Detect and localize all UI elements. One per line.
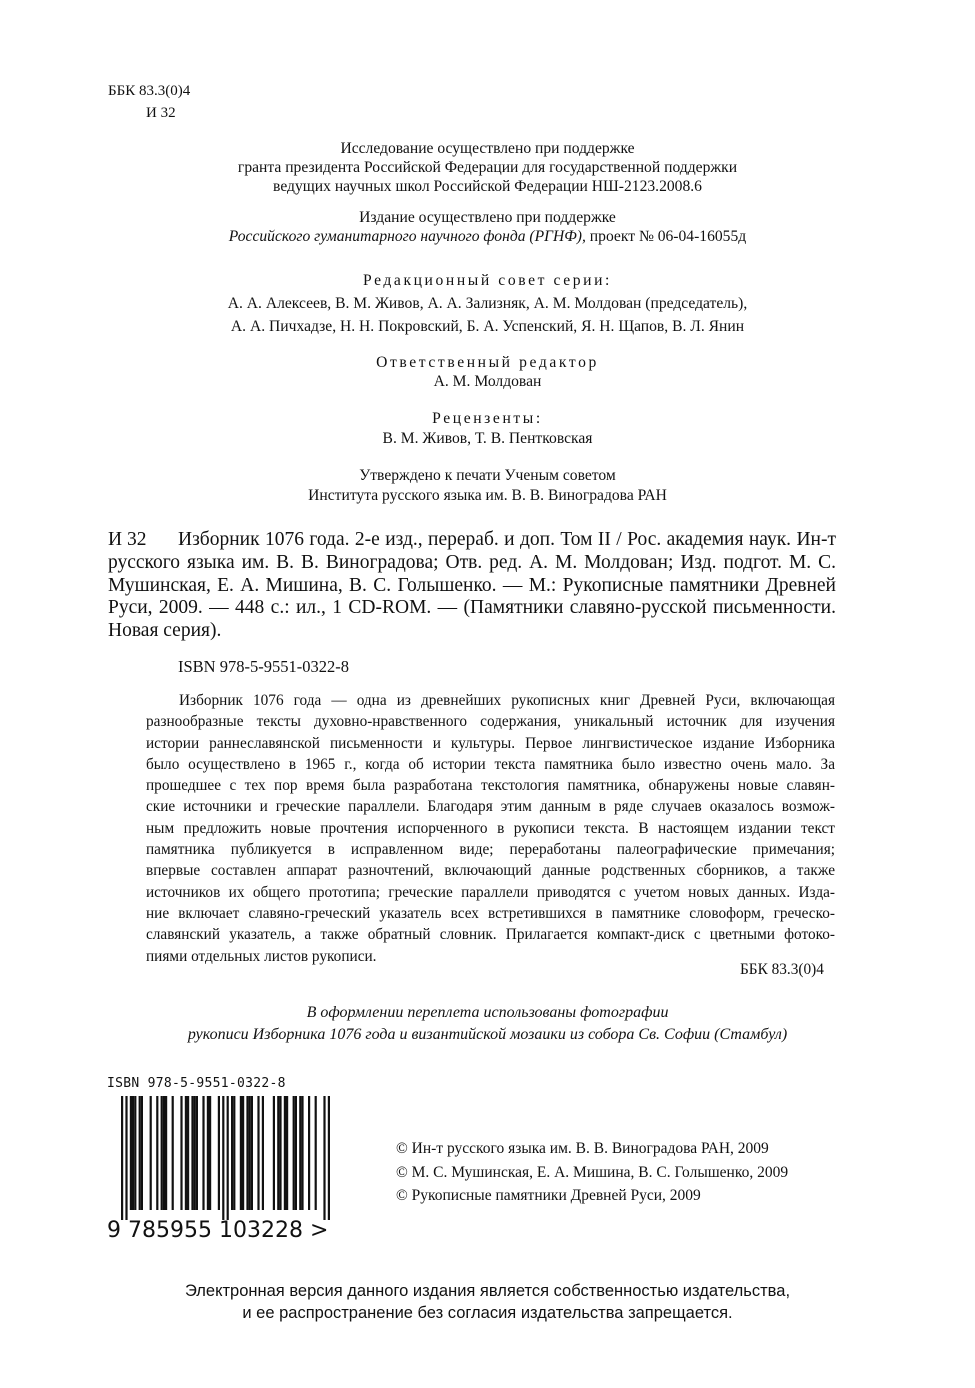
barcode-bar <box>194 1096 196 1210</box>
footer-line-2: и ее распространение без согласия издательства запрещается. <box>242 1304 733 1322</box>
barcode-bar <box>222 1096 224 1220</box>
barcode-bar <box>132 1096 134 1210</box>
binding-note-line-2: рукописи Изборника 1076 года и византийской мозаики из собора Св. Софии (Стамбул) <box>187 1026 788 1043</box>
barcode-bar <box>284 1096 286 1210</box>
board-heading: Редакционный совет серии: <box>363 272 612 289</box>
reviewers-heading: Рецензенты: <box>432 410 543 427</box>
barcode-bar <box>246 1096 248 1210</box>
reviewers-names: В. М. Живов, Т. В. Пентковская <box>382 430 593 447</box>
barcode-bar <box>242 1096 244 1210</box>
barcode-bar <box>227 1096 229 1220</box>
project-number: проект № 06-04-16055д <box>585 228 747 245</box>
barcode-bar <box>156 1096 158 1210</box>
abstract-line: ным предложить новые прочтения испорченного в рукописи текста. В настоящем издании текст <box>146 819 835 837</box>
support-line-3: ведущих научных школ Российской Федерации НШ-2123.2008.6 <box>273 178 702 195</box>
barcode-bar <box>295 1096 297 1210</box>
barcode-bar <box>207 1096 209 1210</box>
abstract-line: пиями отдельных листов рукописи. <box>146 947 377 965</box>
editor-name: А. М. Молдован <box>433 373 542 390</box>
abstract-line: впервые составлен аппарат разночтений, включающий данные родственных сборников, а также <box>146 862 835 880</box>
barcode-bar <box>233 1096 235 1210</box>
barcode-bar <box>273 1096 275 1210</box>
bibliographic-description: Изборник 1076 года. 2-е изд., перераб. и доп. Том II / Рос. академия наук. Ин-т русского языка им. В. В. Виноградова; Отв. ред. А. М. Молдован; Изд. подгот. М. С. Мушинская, Е. А. Мишина, В. С. Голышенко. — М.: Рукописные памятники Древней Руси, 2009. — 448 с.: ил., 1 CD-ROM. — (Памятники славяно-русской письменности. Новая серия). <box>108 529 836 642</box>
approved-line-1: Утверждено к печати Ученым советом <box>359 467 616 484</box>
barcode-bar <box>251 1096 253 1210</box>
barcode-bar <box>180 1096 182 1210</box>
bibliographic-code: И 32 <box>108 529 147 550</box>
barcode-bar <box>150 1096 152 1210</box>
barcode-bar <box>130 1096 132 1210</box>
support-line-1: Исследование осуществлено при поддержке <box>340 140 635 157</box>
abstract-line: истории раннеславянской письменности и культуры. Первое лингвистическое издание Изборника <box>146 734 835 752</box>
barcode-bars <box>107 1096 337 1220</box>
abstract-line: ские источники и греческие параллели. Благодаря этим данным в ряде случаев оказалось возмож- <box>146 798 835 816</box>
barcode-bar <box>121 1096 123 1220</box>
barcode-bar <box>209 1096 211 1210</box>
abstract-line: разнообразные тексты духовно-нравственного содержания, уникальный источник для изучения <box>146 713 835 731</box>
copyright-list <box>396 1137 788 1208</box>
barcode-bar <box>125 1096 127 1220</box>
barcode-bar <box>163 1096 165 1210</box>
barcode-bar <box>240 1096 242 1210</box>
barcode-bar <box>202 1096 204 1210</box>
catalog-codes <box>108 80 190 124</box>
edition-support-line-2 <box>0 227 975 247</box>
barcode-bar <box>165 1096 167 1210</box>
abstract <box>146 690 835 967</box>
abstract-line: прошедшее с тех пор время была разработана текстология памятника, обнаружены новые славян- <box>146 777 835 795</box>
footer-notice <box>0 1280 975 1324</box>
barcode-bar <box>315 1096 317 1210</box>
barcode-bar <box>328 1096 330 1220</box>
barcode-bar <box>299 1096 301 1210</box>
copyright-item: © Ин-т русского языка им. В. В. Виноградова РАН, 2009 <box>396 1140 769 1157</box>
approved-line-2: Института русского языка им. В. В. Виноградова РАН <box>308 487 667 504</box>
barcode-bar <box>231 1096 233 1210</box>
abstract-bbk: ББК 83.3(0)4 <box>740 961 824 978</box>
barcode-block <box>107 1076 337 1248</box>
barcode-bar <box>161 1096 163 1210</box>
barcode-bar <box>277 1096 279 1210</box>
abstract-line: источников их общего прототипа; греческие параллели приводятся с учетом новых данных. Изда- <box>146 883 835 901</box>
barcode-bar <box>134 1096 136 1210</box>
barcode-digits: 9 785955 103228 > <box>107 1218 329 1243</box>
barcode-bar <box>187 1096 189 1210</box>
barcode-bar <box>257 1096 259 1210</box>
board-line-1: А. А. Алексеев, В. М. Живов, А. А. Зализняк, А. М. Молдован (председатель), <box>227 295 748 312</box>
footer-line-1: Электронная версия данного издания является собственностью издательства, <box>184 1282 791 1300</box>
binding-note-line-1: В оформлении переплета использованы фотографии <box>306 1004 669 1021</box>
board-line-2: А. А. Пичхадзе, Н. Н. Покровский, Б. А. Успенский, Я. Н. Щапов, В. Л. Янин <box>230 318 745 335</box>
copyright-item: © М. С. Мушинская, Е. А. Мишина, В. С. Голышенко, 2009 <box>396 1163 789 1181</box>
barcode-bar <box>139 1096 141 1210</box>
barcode-bar <box>218 1096 220 1210</box>
isbn-line: ISBN 978-5-9551-0322-8 <box>178 657 349 676</box>
barcode-bar <box>191 1096 193 1210</box>
barcode-bar <box>293 1096 295 1210</box>
barcode-bar <box>262 1096 264 1210</box>
editor-heading: Ответственный редактор <box>376 354 599 371</box>
abstract-line: памятника публикуется в исправленном виде; переработаны палеографические примечания; <box>146 841 835 859</box>
barcode-bar <box>323 1096 325 1220</box>
barcode-bar <box>196 1096 198 1210</box>
abstract-line: Изборник 1076 года — одна из древнейших рукописных книг Древней Руси, включающая <box>179 692 835 709</box>
barcode-bar <box>141 1096 143 1210</box>
edition-support-line-1: Издание осуществлено при поддержке <box>359 209 616 226</box>
barcode-bar <box>308 1096 310 1210</box>
barcode-bar <box>249 1096 251 1210</box>
author-mark: И 32 <box>146 105 176 121</box>
abstract-line: славянский указатель, а также обратный словник. Прилагается компакт-диск с цветными фотоко- <box>146 926 835 944</box>
abstract-line: ние включает славяно-греческий указатель всех встретившихся в памятнике словоформ, греческо- <box>146 904 835 922</box>
barcode-isbn: ISBN 978-5-9551-0322-8 <box>107 1076 286 1091</box>
barcode-bar <box>279 1096 281 1210</box>
bbk-code: ББК 83.3(0)4 <box>108 83 191 99</box>
abstract-line: было осуществлено в 1965 г., когда об истории текста памятника было известно очень мало. За <box>146 755 835 773</box>
copyright-item: © Рукописные памятники Древней Руси, 2009 <box>396 1187 701 1204</box>
fund-name: Российского гуманитарного научного фонда (РГНФ), <box>228 228 586 245</box>
barcode-bar <box>185 1096 187 1210</box>
support-line-2: гранта президента Российской Федерации для государственной поддержки <box>237 159 738 176</box>
barcode-bar <box>286 1096 288 1210</box>
barcode-bar <box>172 1096 174 1210</box>
barcode-bar <box>301 1096 303 1210</box>
